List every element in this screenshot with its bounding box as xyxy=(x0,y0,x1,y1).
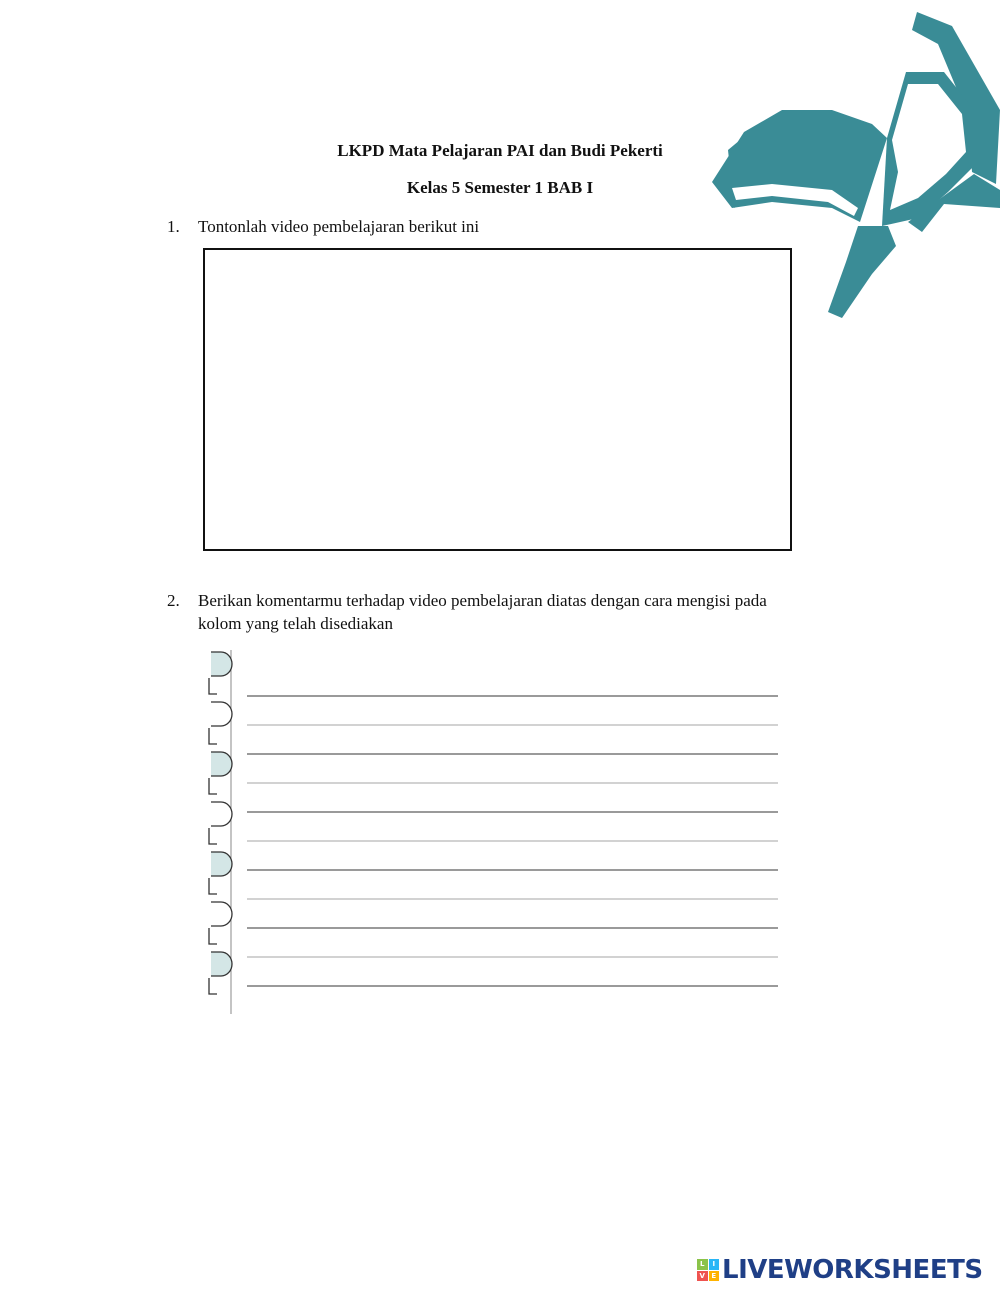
question-text: Berikan komentarmu terhadap video pembelajaran diatas dengan cara mengisi pada xyxy=(198,591,767,610)
spiral-ring-icon xyxy=(211,902,232,926)
spiral-hook-icon xyxy=(209,678,217,694)
worksheet-subtitle: Kelas 5 Semester 1 BAB I xyxy=(406,178,594,197)
spiral-hook-icon xyxy=(209,978,217,994)
spiral-ring-icon xyxy=(211,802,232,826)
spiral-hook-icon xyxy=(209,928,217,944)
question-text: Tontonlah video pembelajaran berikut ini xyxy=(198,217,480,236)
logo-cell: E xyxy=(709,1271,720,1282)
spiral-ring-icon xyxy=(211,702,232,726)
logo-cell: L xyxy=(697,1259,708,1270)
worksheet-title: LKPD Mata Pelajaran PAI dan Budi Pekerti xyxy=(337,141,663,160)
spiral-ring-icon xyxy=(211,952,232,976)
question-text-line-2: kolom yang telah disediakan xyxy=(198,614,393,633)
spiral-hook-icon xyxy=(209,778,217,794)
question-2 xyxy=(167,589,867,635)
question-number: 2. xyxy=(167,591,180,610)
question-number: 1. xyxy=(167,217,180,236)
spiral-hook-icon xyxy=(209,828,217,844)
logo-cell: V xyxy=(697,1271,708,1282)
liveworksheets-icon xyxy=(697,1259,719,1281)
liveworksheets-wordmark: LIVEWORKSHEETS xyxy=(722,1255,983,1285)
ruled-lines xyxy=(247,696,778,986)
spiral-rings-icon xyxy=(209,650,232,1014)
spiral-ring-icon xyxy=(211,652,232,676)
spiral-ring-icon xyxy=(211,852,232,876)
video-placeholder[interactable] xyxy=(203,248,792,551)
notebook-answer-area[interactable] xyxy=(205,648,785,1016)
liveworksheets-logo xyxy=(697,1253,997,1287)
logo-cell: I xyxy=(709,1259,720,1270)
spiral-hook-icon xyxy=(209,728,217,744)
spiral-hook-icon xyxy=(209,878,217,894)
question-1 xyxy=(167,215,867,238)
spiral-ring-icon xyxy=(211,752,232,776)
